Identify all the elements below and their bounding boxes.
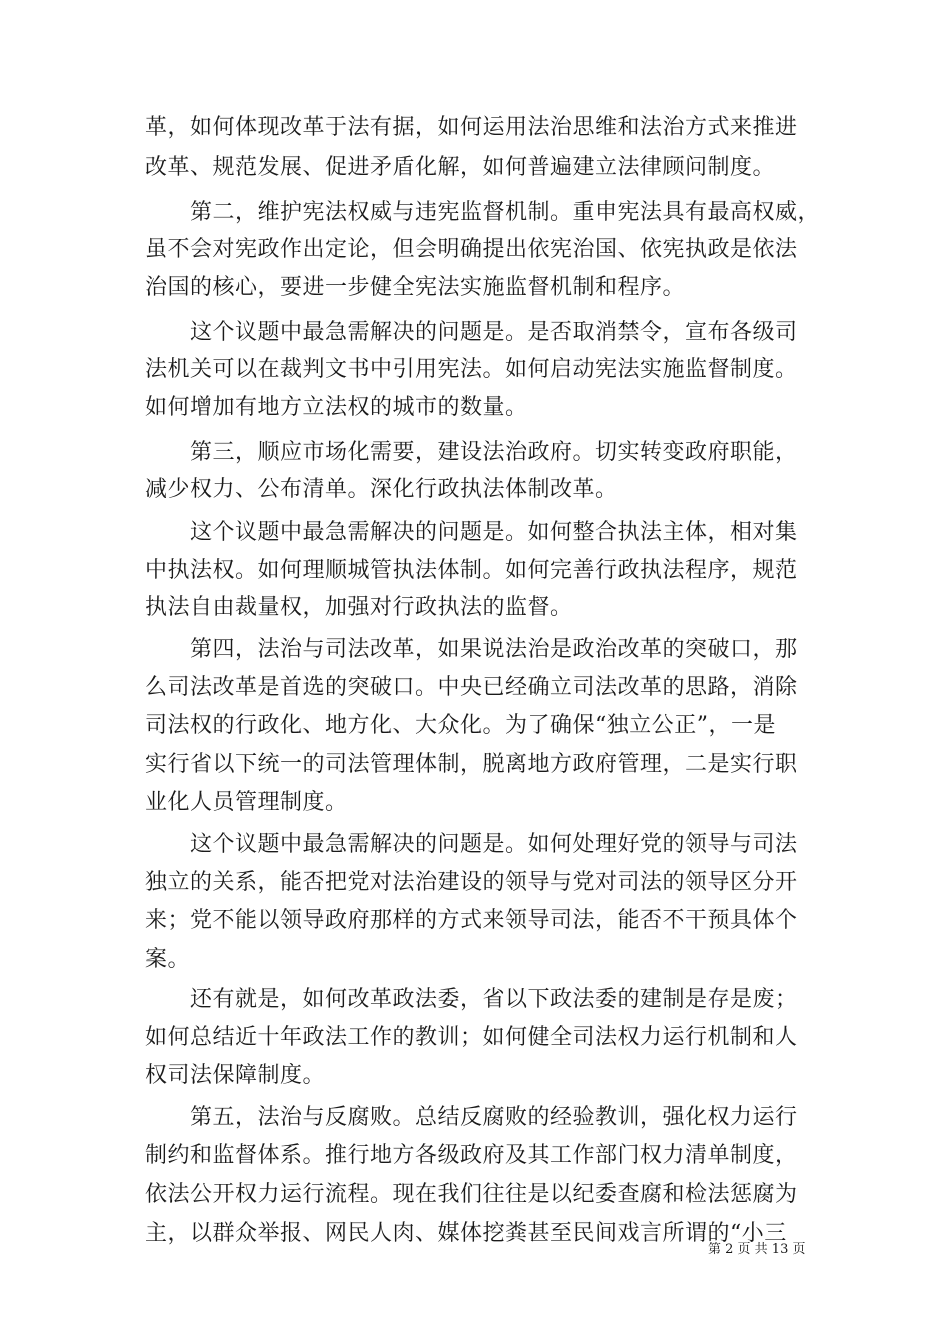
text-line-13: 执法自由裁量权，加强对行政执法的监督。 bbox=[145, 595, 573, 620]
text-line-18: 业化人员管理制度。 bbox=[145, 790, 348, 815]
text-line-7: 法机关可以在裁判文书中引用宪法。如何启动宪法实施监督制度。 bbox=[145, 357, 798, 382]
text-line-15: 么司法改革是首选的突破口。中央已经确立司法改革的思路，消除 bbox=[145, 675, 798, 700]
text-line-8: 如何增加有地方立法权的城市的数量。 bbox=[145, 395, 528, 420]
text-line-1: 革，如何体现改革于法有据，如何运用法治思维和法治方式来推进 bbox=[145, 115, 798, 140]
text-line-17: 实行省以下统一的司法管理体制，脱离地方政府管理，二是实行职 bbox=[145, 752, 798, 777]
text-line-23: 还有就是，如何改革政法委，省以下政法委的建制是存是废； bbox=[190, 987, 798, 1012]
text-line-27: 制约和监督体系。推行地方各级政府及其工作部门权力清单制度， bbox=[145, 1143, 798, 1168]
text-line-22: 案。 bbox=[145, 947, 191, 972]
text-line-24: 如何总结近十年政法工作的教训；如何健全司法权力运行机制和人 bbox=[145, 1025, 798, 1050]
text-line-21: 来；党不能以领导政府那样的方式来领导司法，能否不干预具体个 bbox=[145, 908, 798, 933]
text-line-11: 这个议题中最急需解决的问题是。如何整合执法主体，相对集 bbox=[190, 520, 798, 545]
text-line-16: 司法权的行政化、地方化、大众化。为了确保“独立公正”，一是 bbox=[145, 713, 776, 738]
text-line-28: 依法公开权力运行流程。现在我们往往是以纪委查腐和检法惩腐为 bbox=[145, 1182, 798, 1207]
page-number-footer: 第 2 页 共 13 页 bbox=[708, 1242, 806, 1257]
text-line-25: 权司法保障制度。 bbox=[145, 1063, 326, 1088]
text-line-14: 第四，法治与司法改革，如果说法治是政治改革的突破口，那 bbox=[190, 637, 798, 662]
text-line-26: 第五，法治与反腐败。总结反腐败的经验教训，强化权力运行 bbox=[190, 1105, 798, 1130]
text-line-3: 第二，维护宪法权威与违宪监督机制。重申宪法具有最高权威， bbox=[190, 200, 821, 225]
text-line-4: 虽不会对宪政作出定论，但会明确提出依宪治国、依宪执政是依法 bbox=[145, 237, 798, 262]
text-line-10: 减少权力、公布清单。深化行政执法体制改革。 bbox=[145, 477, 618, 502]
text-line-19: 这个议题中最急需解决的问题是。如何处理好党的领导与司法 bbox=[190, 832, 798, 857]
text-line-2: 改革、规范发展、促进矛盾化解，如何普遍建立法律顾问制度。 bbox=[145, 155, 776, 180]
text-line-20: 独立的关系，能否把党对法治建设的领导与党对司法的领导区分开 bbox=[145, 870, 798, 895]
text-line-29: 主，以群众举报、网民人肉、媒体挖粪甚至民间戏言所谓的“小三 bbox=[145, 1221, 787, 1246]
text-line-5: 治国的核心，要进一步健全宪法实施监督机制和程序。 bbox=[145, 275, 686, 300]
text-line-6: 这个议题中最急需解决的问题是。是否取消禁令，宣布各级司 bbox=[190, 320, 798, 345]
text-line-12: 中执法权。如何理顺城管执法体制。如何完善行政执法程序，规范 bbox=[145, 558, 798, 583]
text-line-9: 第三，顺应市场化需要，建设法治政府。切实转变政府职能， bbox=[190, 440, 798, 465]
